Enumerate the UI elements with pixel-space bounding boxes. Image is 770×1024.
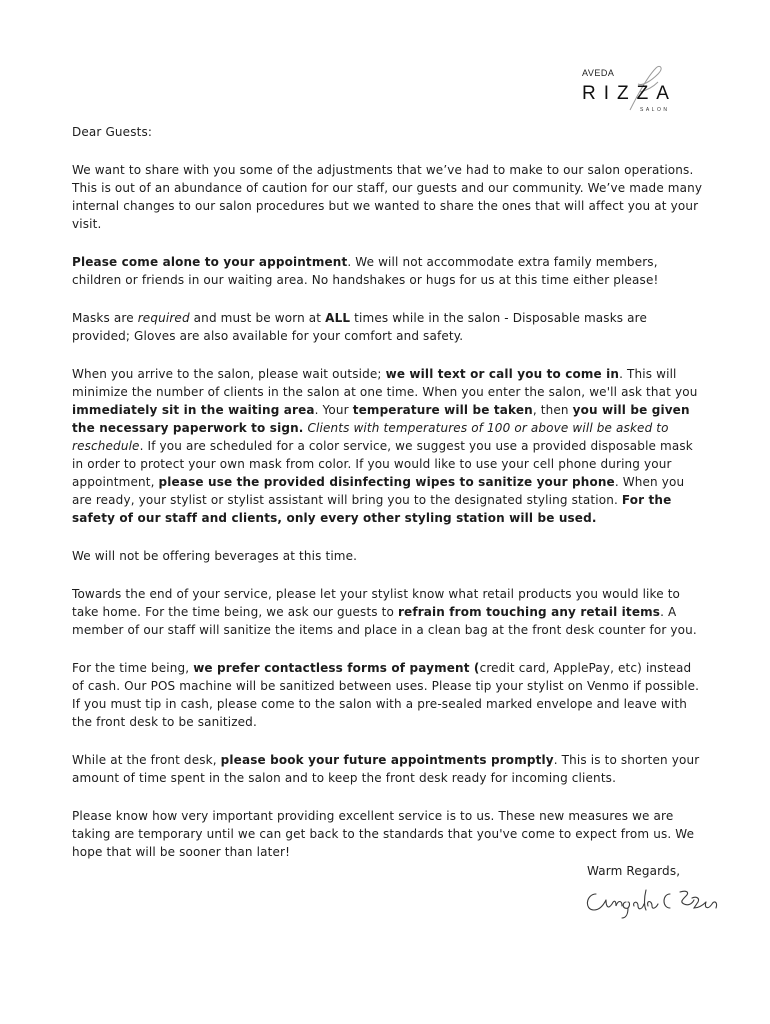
salon-logo-graphic [578, 64, 690, 116]
paragraph-payment: For the time being, we prefer contactless forms of payment (credit card, ApplePay, etc) instead of cash. Our POS machine will be sanitized between uses. Please tip your stylist on Venmo if possible. If you must tip in cash, please come to the salon with a pre-sealed marked envelope and leave with the front desk to be sanitized. [72, 661, 700, 729]
paragraph-arrival: When you arrive to the salon, please wait outside; we will text or call you to come in. This will minimize the number of clients in the salon at one time. When you enter the salon, we'll ask that you immediately sit in the waiting area. Your temperature will be taken, then you will be given the necessary paperwork to sign. Clients with temperatures of 100 or above will be asked to reschedule. If you are scheduled for a color service, we suggest you use a provided disposable mask in order to protect your own mask from color. If you would like to use your cell phone during your appointment, please use the provided disinfecting wipes to sanitize your phone. When you are ready, your stylist or stylist assistant will bring you to the designated styling station. For the safety of our staff and clients, only every other styling station will be used. [72, 367, 698, 525]
salon-logo [578, 64, 690, 116]
greeting: Dear Guests: [72, 125, 153, 139]
paragraph-beverages: We will not be offering beverages at this time. [72, 549, 358, 563]
paragraph-come-alone: Please come alone to your appointment. We will not accommodate extra family members, children or friends in our waiting area. No handshakes or hugs for us at this time either please! [72, 255, 659, 287]
logo-rizza-text: RIZZA [582, 83, 677, 104]
logo-aveda-text: AVEDA [582, 68, 615, 78]
emphasis-come-alone: Please come alone to your appointment [72, 255, 348, 269]
signature-graphic [582, 884, 724, 920]
signature [582, 884, 724, 920]
closing-line: Warm Regards, [587, 864, 681, 878]
paragraph-service-commitment: Please know how very important providing excellent service is to us. These new measures we are taking are temporary until we can get back to the standards that you've come to expect from us. We hope that will be sooner than later! [72, 809, 695, 859]
logo-salon-text: SALON [640, 107, 670, 113]
paragraph-retail: Towards the end of your service, please let your stylist know what retail products you would like to take home. For the time being, we ask our guests to refrain from touching any retail items. A member of our staff will sanitize the items and place in a clean bag at the front desk counter for you. [72, 587, 697, 637]
letter-body [72, 123, 704, 881]
paragraph-front-desk: While at the front desk, please book your future appointments promptly. This is to shorten your amount of time spent in the salon and to keep the front desk ready for incoming clients. [72, 753, 700, 785]
paragraph-masks: Masks are required and must be worn at ALL times while in the salon - Disposable masks are provided; Gloves are also available for your comfort and safety. [72, 311, 648, 343]
paragraph-adjustments: We want to share with you some of the adjustments that we’ve had to make to our salon operations. This is out of an abundance of caution for our staff, our guests and our community. We’ve made many internal changes to our salon procedures but we wanted to share the ones that will affect you at your visit. [72, 163, 703, 231]
